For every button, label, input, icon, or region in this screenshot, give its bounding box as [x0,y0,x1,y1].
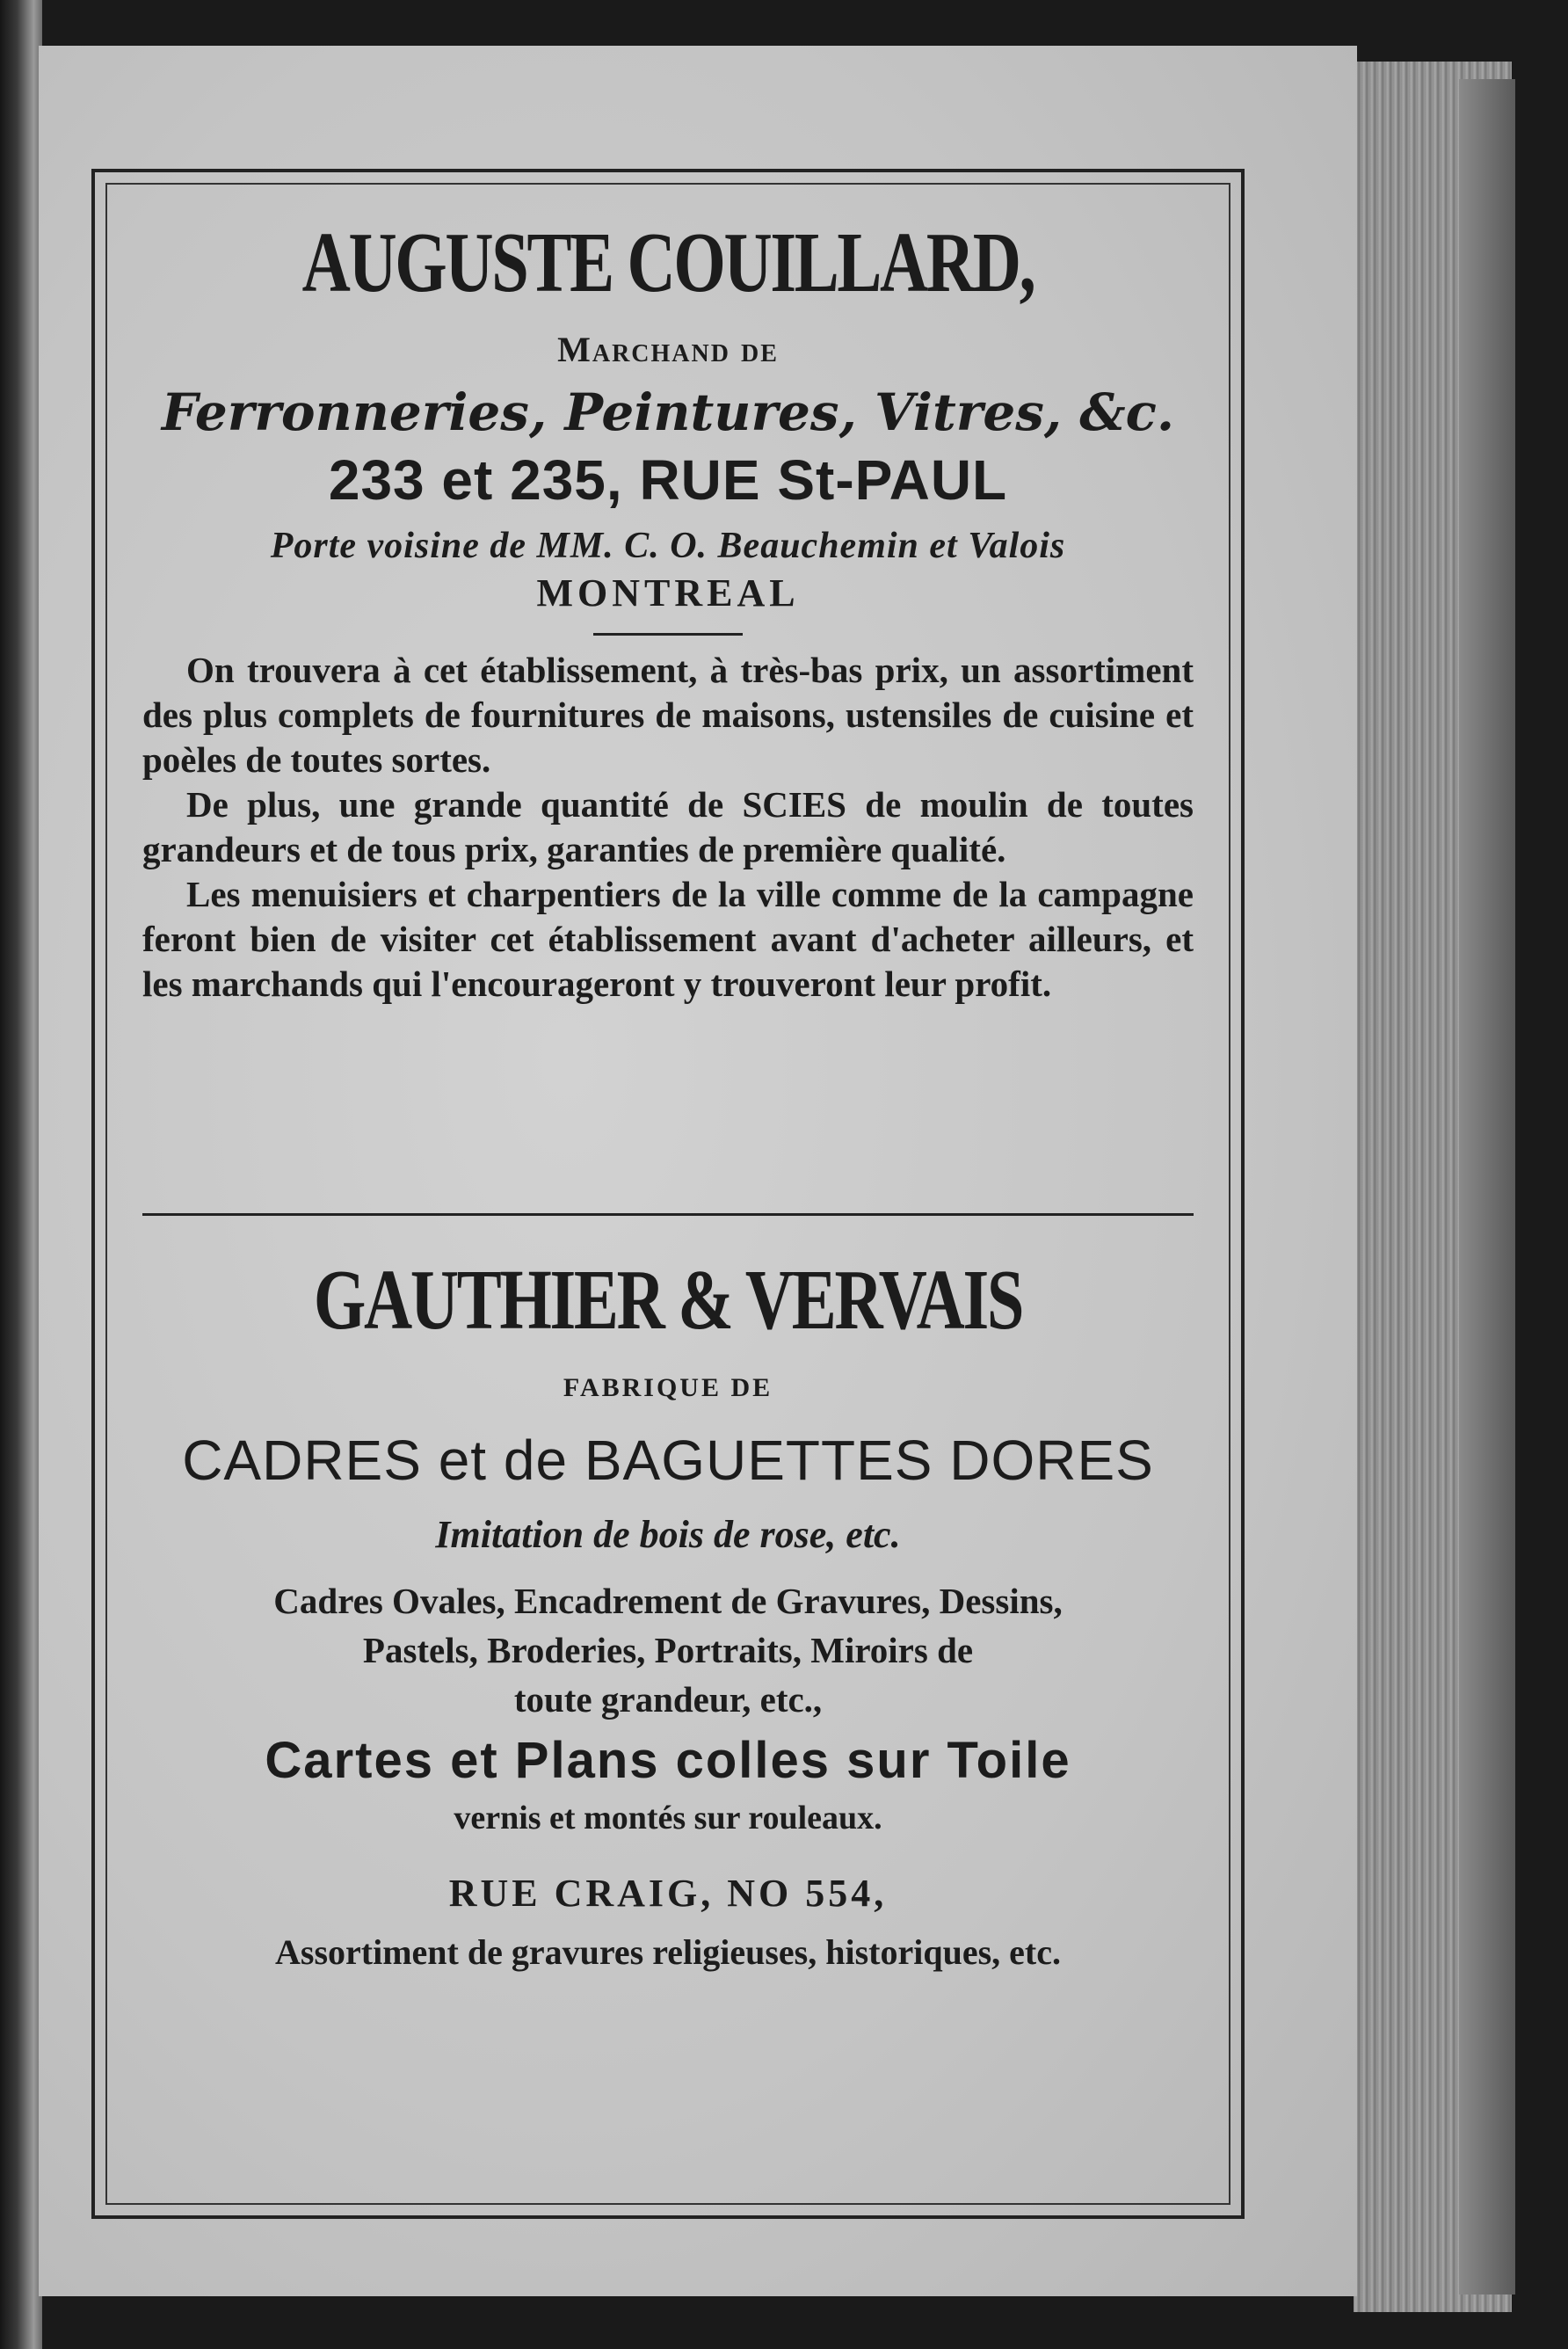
gauthier-imitation: Imitation de bois de rose, etc. [435,1513,901,1556]
couillard-city: MONTREAL [536,571,800,615]
couillard-body [142,648,1194,1007]
couillard-trade: Marchand de [557,330,779,369]
gauthier-product: CADRES et de BAGUETTES DORES [182,1429,1154,1492]
book-left-edge [0,0,42,2349]
gauthier-name: GAUTHIER & VERVAIS [313,1253,1023,1348]
book-page [39,46,1357,2296]
gauthier-trade: FABRIQUE DE [563,1373,773,1402]
product-list-line: toute grandeur, etc., [513,1679,823,1720]
advertisement-inner-frame [105,183,1230,2205]
couillard-address: 233 et 235, RUE St-PAUL [328,448,1008,512]
product-list-line: Pastels, Broderies, Portraits, Miroirs de [362,1630,974,1670]
couillard-advertisement [142,215,1194,1007]
gauthier-address: RUE CRAIG, NO 554, [448,1872,888,1915]
gauthier-vernis: vernis et montés sur rouleaux. [454,1800,882,1836]
advertisement-frame [91,169,1245,2219]
couillard-paragraph: Les menuisiers et charpentiers de la ville comme de la campagne feront bien de visiter cet établissement avant d'acheter ailleurs, et les marchands qui l'encourageront y trouveront leur profit. [142,874,1194,1004]
couillard-paragraph: On trouvera à cet établissement, à très-bas prix, un assortiment des plus complets de fournitures de maisons, ustensiles de cuisine et poèles de toutes sortes. [142,650,1194,780]
section-divider [142,1213,1194,1216]
gauthier-advertisement [142,1253,1194,1973]
gauthier-product-list [142,1576,1194,1724]
couillard-paragraph: De plus, une grande quantité de SCIES de moulin de toutes grandeurs et de tous prix, garanties de première qualité. [142,784,1194,869]
couillard-goods: Ferronneries, Peintures, Vitres, &c. [161,382,1175,442]
couillard-location-note: Porte voisine de MM. C. O. Beauchemin et Valois [270,526,1066,566]
gauthier-assortiment: Assortiment de gravures religieuses, historiques, etc. [275,1932,1061,1972]
gauthier-cartes: Cartes et Plans colles sur Toile [265,1732,1071,1789]
short-divider [593,633,743,636]
book-cover-edge [1459,79,1515,2294]
couillard-name: AUGUSTE COUILLARD, [301,215,1034,310]
product-list-line: Cadres Ovales, Encadrement de Gravures, Dessins, [273,1581,1063,1621]
